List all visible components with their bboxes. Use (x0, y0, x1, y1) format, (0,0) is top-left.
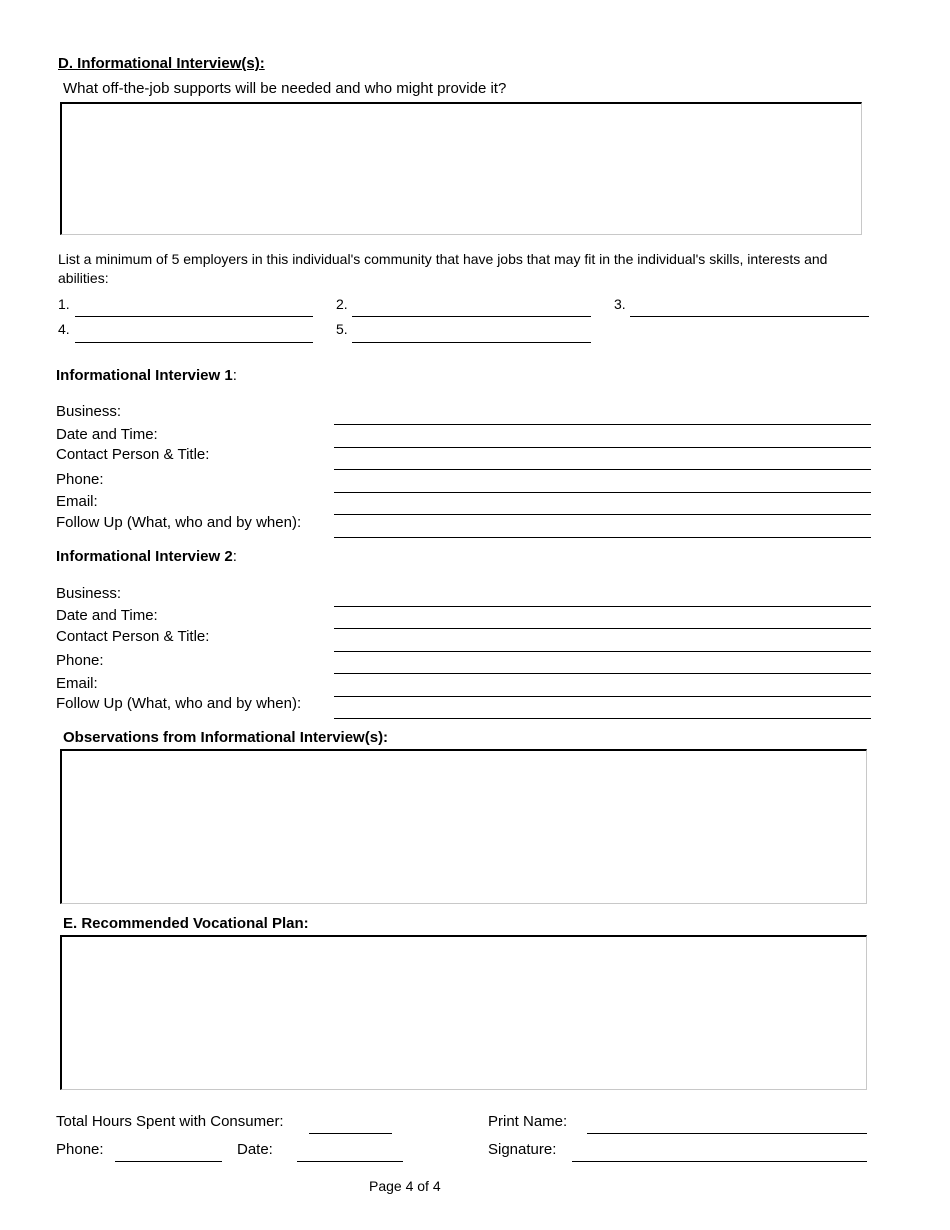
supports-question: What off-the-job supports will be needed and who might provide it? (63, 80, 507, 97)
business-label: Business: (56, 403, 122, 420)
employer-1-field[interactable] (75, 316, 313, 317)
date-label: Date: (237, 1141, 273, 1158)
employer-number: 1. (58, 296, 70, 312)
interview-1-heading (56, 367, 237, 384)
observations-heading: Observations from Informational Interview(s): (63, 729, 389, 746)
signature-label: Signature: (488, 1141, 557, 1158)
follow-up-label: Follow Up (What, who and by when): (56, 514, 302, 531)
phone-label: Phone: (56, 1141, 104, 1158)
interview-1-title: Informational Interview 1 (56, 367, 233, 384)
date-time-label: Date and Time: (56, 607, 158, 624)
footer-phone-field[interactable] (115, 1161, 222, 1162)
vocational-plan-textarea[interactable] (60, 935, 867, 1090)
date-field[interactable] (297, 1161, 403, 1162)
interview-2-business-field[interactable] (334, 606, 871, 607)
email-label: Email: (56, 675, 98, 692)
interview-1-colon: : (232, 367, 237, 384)
page-number: Page 4 of 4 (369, 1178, 441, 1194)
section-d-heading: D. Informational Interview(s): (58, 55, 265, 72)
observations-textarea[interactable] (60, 749, 867, 904)
interview-1-follow-up-field[interactable] (334, 537, 871, 538)
print-name-field[interactable] (587, 1133, 867, 1134)
phone-label: Phone: (56, 471, 104, 488)
interview-2-email-field[interactable] (334, 696, 871, 697)
signature-field[interactable] (572, 1161, 867, 1162)
employer-4-field[interactable] (75, 342, 313, 343)
interview-2-title: Informational Interview 2 (56, 548, 233, 565)
employer-2-field[interactable] (352, 316, 591, 317)
follow-up-label: Follow Up (What, who and by when): (56, 695, 302, 712)
interview-2-contact-field[interactable] (334, 651, 871, 652)
employers-instructions: List a minimum of 5 employers in this individual's community that have jobs that may fit in the individual's skills, interests and (58, 251, 828, 267)
total-hours-field[interactable] (309, 1133, 392, 1134)
supports-textarea[interactable] (60, 102, 862, 235)
employers-instructions-cont: abilities: (58, 270, 109, 286)
interview-2-follow-up-field[interactable] (334, 718, 871, 719)
interview-1-phone-field[interactable] (334, 492, 871, 493)
employer-3-field[interactable] (630, 316, 869, 317)
total-hours-label: Total Hours Spent with Consumer: (56, 1113, 284, 1130)
phone-label: Phone: (56, 652, 104, 669)
interview-1-email-field[interactable] (334, 514, 871, 515)
interview-2-phone-field[interactable] (334, 673, 871, 674)
email-label: Email: (56, 493, 98, 510)
employer-number: 4. (58, 321, 70, 337)
interview-1-contact-field[interactable] (334, 469, 871, 470)
employer-number: 3. (614, 296, 626, 312)
interview-2-heading (56, 548, 237, 565)
contact-label: Contact Person & Title: (56, 628, 210, 645)
employer-number: 5. (336, 321, 348, 337)
employer-number: 2. (336, 296, 348, 312)
section-e-heading: E. Recommended Vocational Plan: (63, 915, 309, 932)
interview-1-business-field[interactable] (334, 424, 871, 425)
contact-label: Contact Person & Title: (56, 446, 210, 463)
interview-1-date-time-field[interactable] (334, 447, 871, 448)
business-label: Business: (56, 585, 122, 602)
employer-5-field[interactable] (352, 342, 591, 343)
date-time-label: Date and Time: (56, 426, 158, 443)
interview-2-colon: : (232, 548, 237, 565)
print-name-label: Print Name: (488, 1113, 568, 1130)
interview-2-date-time-field[interactable] (334, 628, 871, 629)
